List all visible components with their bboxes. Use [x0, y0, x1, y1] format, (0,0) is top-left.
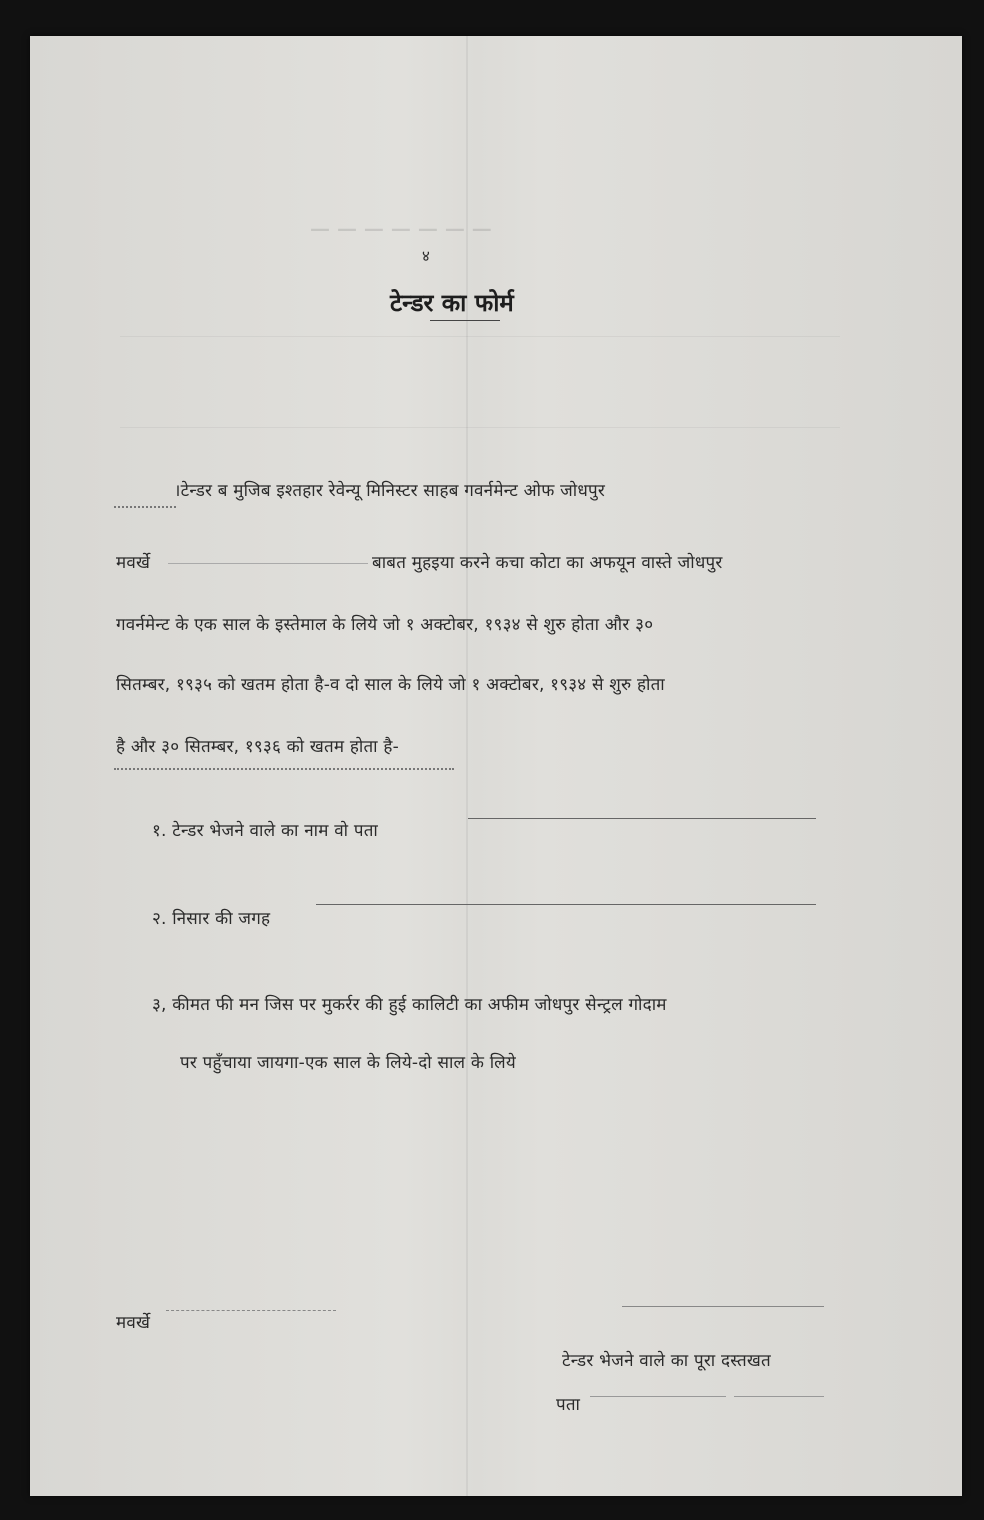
page-number: ४: [422, 247, 430, 265]
body-line-3: गवर्नमेन्ट के एक साल के इस्तेमाल के लिये जो १ अक्टोबर, १९३४ से शुरु होता और ३०: [116, 615, 654, 635]
field-1-line: [468, 818, 816, 819]
body-line-2: बाबत मुहइया करने कचा कोटा का अफयून वास्ते जोधपुर: [372, 553, 723, 573]
footer-date-line: [166, 1310, 336, 1311]
field-2-label: २. निसार की जगह: [152, 909, 271, 929]
bleed-through-heading: — — — — — — —: [310, 216, 492, 240]
signature-line: [622, 1306, 824, 1307]
signature-label: टेन्डर भेजने वाले का पूरा दस्तखत: [562, 1351, 771, 1371]
field-1-label: १. टेन्डर भेजने वाले का नाम वो पता: [152, 821, 379, 841]
bleed-through-paragraph: [120, 336, 840, 428]
tender-form-page: [30, 36, 962, 1496]
body-line-4: सितम्बर, १९३५ को खतम होता है-व दो साल के लिये जो १ अक्टोबर, १९३४ से शुरु होता: [116, 675, 665, 695]
blank-dotted-line: [114, 506, 176, 508]
address-line-1: [590, 1396, 726, 1397]
dated-label: मवर्खे: [116, 553, 151, 573]
body-line-5: है और ३० सितम्बर, १९३६ को खतम होता है-: [116, 737, 399, 757]
field-3-continuation: पर पहुँचाया जायगा-एक साल के लिये-दो साल के लिये: [180, 1053, 516, 1073]
page-title: टेन्डर का फोर्म: [390, 289, 514, 317]
field-2-line: [316, 904, 816, 905]
address-label: पता: [556, 1395, 581, 1415]
dated-blank-line: [168, 563, 368, 564]
body-line-1: ।टेन्डर ब मुजिब इश्तहार रेवेन्यू मिनिस्टर साहब गवर्नमेन्ट ओफ जोधपुर: [174, 481, 605, 501]
body-dotted-underline: [114, 768, 454, 770]
field-3-label: ३, कीमत फी मन जिस पर मुकर्रर की हुई कालिटी का अफीम जोधपुर सेन्ट्रल गोदाम: [152, 995, 667, 1015]
address-line-2: [734, 1396, 824, 1397]
footer-date-label: मवर्खे: [116, 1313, 151, 1333]
title-underline: [430, 320, 500, 321]
fold-crease: [466, 36, 468, 1496]
